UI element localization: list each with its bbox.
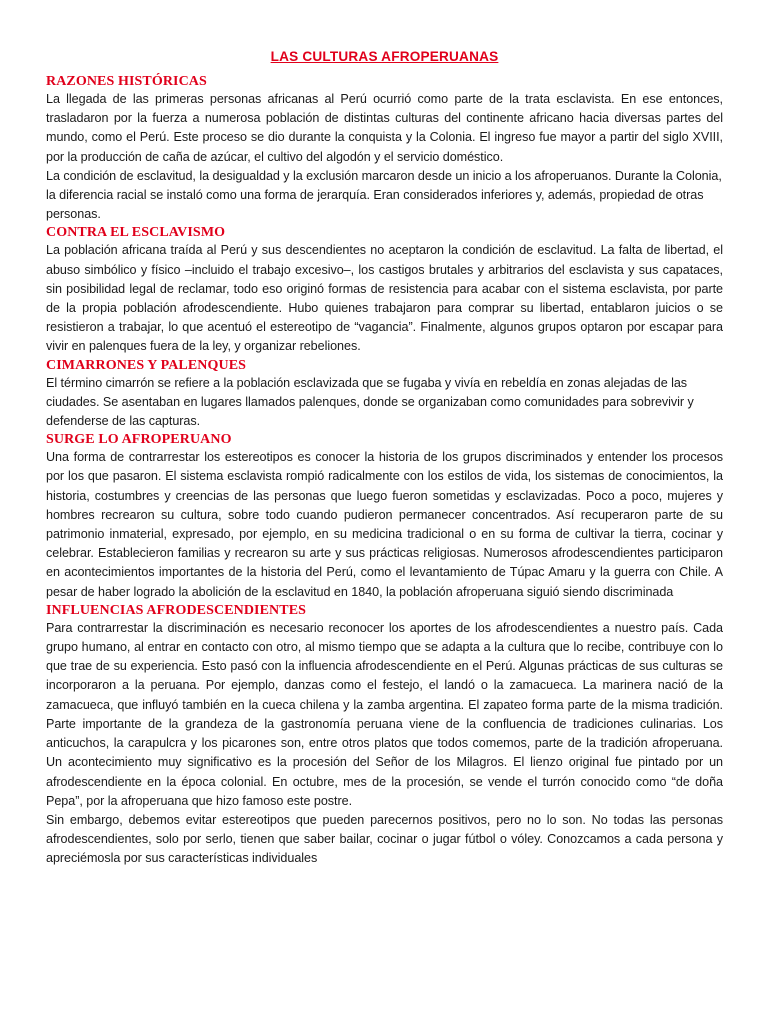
section-heading: SURGE LO AFROPERUANO [46,432,232,448]
section-paragraph: La llegada de las primeras personas africanas al Perú ocurrió como parte de la trata esclavista. En ese entonces, trasladaron por la fuerza a numerosa población de distintas culturas del continente africano hacia diversas partes del mundo, como el Perú. Este proceso se dio durante la conquista y la Colonia. El ingreso fue mayor a partir del siglo XVIII, por la producción de caña de azúcar, el cultivo del algodón y el servicio doméstico. [46,92,723,164]
section-paragraph: La población africana traída al Perú y sus descendientes no aceptaron la condición de esclavitud. La falta de libertad, el abuso simbólico y físico –incluido el trabajo excesivo–, los castigos brutales y arbitrarios del esclavista y sus capataces, sin posibilidad legal de reclamar, todo eso originó formas de resistencia para acabar con el sistema esclavista, por parte de la propia población afrodescendiente. Hubo quienes trabajaron para comprar su libertad, entablaron juicios o se resistieron a trabajar, lo que acentuó el estereotipo de “vagancia”. Finalmente, algunos grupos optaron por escapar para vivir en palenques fuera de la ley, y organizar rebeliones. [46,243,723,354]
section-razones-historicas [46,73,723,224]
section-paragraph: Para contrarrestar la discriminación es necesario reconocer los aportes de los afrodescendientes a nuestro país. Cada grupo humano, al entrar en contacto con otro, al mismo tiempo que se adapta a la cultura que lo recibe, contribuye con lo que trae de su experiencia. Esto pasó con la influencia afrodescendiente en el Perú. Algunas prácticas de sus culturas se incorporaron a la peruana. Por ejemplo, danzas como el festejo, el landó o la zamacueca. La marinera nació de la zamacueca, que influyó también en la cueca chilena y la zamba argentina. El zapateo forma parte de la misma tradición. Parte importante de la grandeza de la gastronomía peruana viene de la confluencia de tradiciones culinarias. Los anticuchos, la carapulcra y los picarones son, entre otros platos que todos comemos, parte de la tradición afroperuana. Un acontecimiento muy significativo es la procesión del Señor de los Milagros. El lienzo original fue pintado por un afrodescendiente en la época colonial. En octubre, mes de la procesión, se vende el turrón conocido como “de doña Pepa”, por la afroperuana que hizo famoso este postre. [46,620,723,808]
section-contra-el-esclavismo [46,224,723,356]
document-title: LAS CULTURAS AFROPERUANAS [270,49,499,64]
section-cimarrones-y-palenques [46,357,723,432]
section-paragraph: La condición de esclavitud, la desigualdad y la exclusión marcaron desde un inicio a los afroperuanos. Durante la Colonia, la diferencia racial se instaló como una forma de jerarquía. Eran considerados inferiores y, además, propiedad de otras personas. [46,168,722,222]
section-paragraph: El término cimarrón se refiere a la población esclavizada que se fugaba y vivía en rebeldía en zonas alejadas de las ciudades. Se asentaban en lugares llamados palenques, donde se organizaban como comunidades para sobrevivir y defenderse de las capturas. [46,375,694,429]
section-paragraph: Sin embargo, debemos evitar estereotipos que pueden parecernos positivos, pero no lo son. No todas las personas afrodescendientes, solo por serlo, tienen que saber bailar, cocinar o jugar fútbol o vóley. Conozcamos a cada persona y apreciémosla por sus características individuales [46,812,723,866]
document-body [46,49,723,869]
section-influencias-afrodescendientes [46,602,723,869]
section-heading: CIMARRONES Y PALENQUES [46,357,247,373]
section-heading: CONTRA EL ESCLAVISMO [46,225,226,241]
section-paragraph: Una forma de contrarrestar los estereotipos es conocer la historia de los grupos discriminados y entender los procesos por los que pasaron. El sistema esclavista rompió radicalmente con los estilos de vida, los sistemas de conocimientos, la historia, costumbres y creencias de las personas que luego fueron sometidas y esclavizadas. Poco a poco, mujeres y hombres recrearon su cultura, sobre todo cuando pudieron permanecer concentrados. Así recuperaron parte de su patrimonio inmaterial, expresado, por ejemplo, en su medicina tradicional o en su forma de cultivar la tierra, cocinar y celebrar. Establecieron familias y recrearon su arte y sus prácticas religiosas. Numerosos afrodescendientes participaron en acontecimientos importantes de la historia del Perú, como el levantamiento de Túpac Amaru y la guerra con Chile. A pesar de haber logrado la abolición de la esclavitud en 1840, la población afroperuana siguió siendo discriminada [46,450,723,599]
section-surge-lo-afroperuano [46,431,723,602]
section-heading: INFLUENCIAS AFRODESCENDIENTES [46,602,307,618]
section-heading: RAZONES HISTÓRICAS [46,74,207,89]
